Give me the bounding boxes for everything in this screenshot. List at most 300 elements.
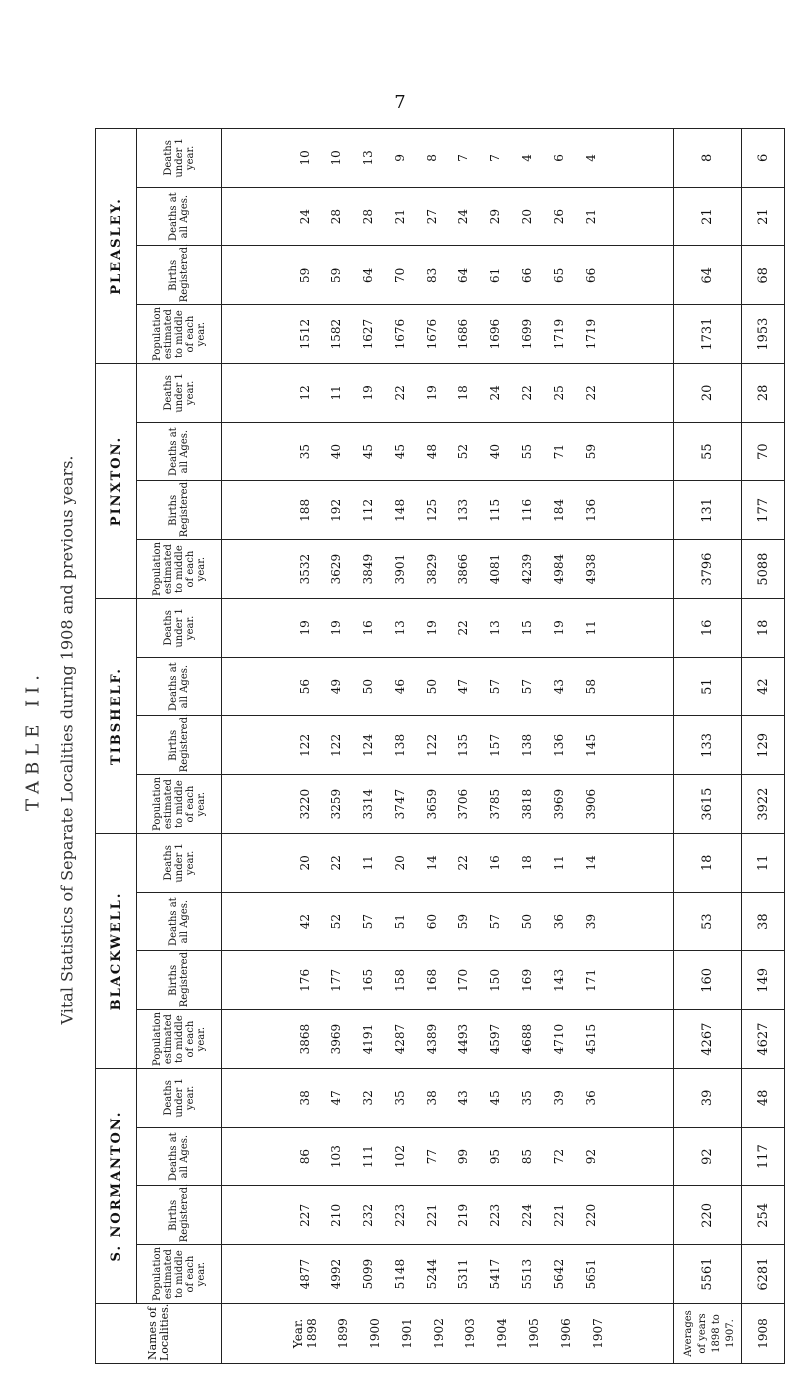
value: 66 (583, 267, 598, 284)
value: 4688 (520, 1023, 534, 1055)
column-subheader: Deaths at all Ages. (137, 422, 222, 481)
value: 7 (488, 154, 503, 162)
value: 27 (424, 208, 439, 225)
value: 4992 (329, 1258, 344, 1290)
value: 4877 (297, 1258, 312, 1290)
value: 12 (297, 385, 312, 401)
value: 29 (488, 208, 503, 225)
yearly-values (298, 425, 598, 479)
data-cell (222, 951, 674, 1010)
value: 57 (520, 678, 534, 695)
table-subtitle: Vital Statistics of Separate Localities during 1908 and previous years. (58, 455, 78, 1025)
value: 168 (424, 968, 439, 992)
data-cell (742, 540, 785, 599)
table-body (222, 129, 785, 1364)
value: 3706 (456, 788, 471, 820)
value: 19 (361, 385, 376, 401)
column-subheader: Deaths under 1 year. (137, 129, 222, 188)
value: 39 (583, 913, 598, 930)
value: 4984 (551, 553, 566, 585)
value: 20 (392, 855, 407, 871)
value: 60 (424, 913, 439, 930)
data-cell (674, 599, 742, 658)
year-1908-value: 11 (755, 854, 771, 872)
year-1908-value: 6 (755, 153, 771, 163)
value: 24 (297, 208, 312, 225)
value: 35 (297, 443, 312, 460)
value: 66 (520, 267, 534, 284)
data-cell (674, 716, 742, 775)
value: 59 (297, 267, 312, 284)
yearly-values (298, 954, 598, 1008)
value: 57 (361, 913, 376, 930)
year-value: 1899 (336, 1318, 351, 1349)
value: 45 (361, 443, 376, 460)
data-cell (742, 951, 785, 1010)
value: 57 (488, 678, 503, 695)
yearly-values (298, 1189, 598, 1243)
year-1908-value: 38 (755, 913, 771, 930)
value: 4191 (361, 1023, 376, 1055)
data-cell (674, 775, 742, 834)
value: 59 (456, 913, 471, 930)
value: 28 (361, 208, 376, 225)
year-1908-value: 6281 (755, 1257, 771, 1291)
year-1908-value: 48 (755, 1089, 771, 1107)
value: 64 (361, 267, 376, 284)
value: 3314 (361, 788, 376, 820)
yearly-values (298, 1012, 598, 1066)
value: 28 (329, 208, 344, 225)
value: 223 (488, 1203, 503, 1227)
data-cell (674, 1010, 742, 1069)
value: 22 (456, 620, 471, 636)
value: 15 (520, 620, 534, 636)
yearly-values (298, 1130, 598, 1184)
value: 171 (583, 968, 598, 992)
value: 221 (424, 1203, 439, 1227)
value: 16 (361, 620, 376, 636)
value: 24 (488, 385, 503, 401)
page-number: 7 (394, 92, 406, 113)
data-cell (674, 1245, 742, 1304)
averages-label: Averages of years 1898 to 1907. (682, 1310, 736, 1357)
value: 65 (551, 267, 566, 284)
value: 3969 (551, 788, 566, 820)
average-value: 51 (700, 678, 716, 695)
column-subheader: Deaths at all Ages. (137, 187, 222, 246)
year-1908-value: 28 (755, 384, 771, 402)
value: 19 (551, 620, 566, 636)
average-value: 3796 (700, 552, 716, 586)
value: 184 (551, 498, 566, 522)
value: 71 (551, 443, 566, 460)
data-cell (742, 364, 785, 423)
row-label (674, 1304, 742, 1364)
data-cell (674, 129, 742, 188)
value: 10 (297, 150, 312, 166)
year-value: 1904 (495, 1318, 510, 1349)
value: 6 (551, 154, 566, 162)
value: 4515 (583, 1023, 598, 1055)
vital-statistics-table (95, 128, 785, 1364)
year-value: 1906 (558, 1318, 573, 1349)
table-stage (95, 128, 785, 1364)
value: 55 (520, 443, 534, 460)
value: 188 (297, 498, 312, 522)
data-cell (742, 716, 785, 775)
value: 133 (456, 498, 471, 522)
average-value: 18 (700, 854, 716, 872)
value: 47 (456, 678, 471, 695)
value: 13 (361, 150, 376, 166)
year-value: 1905 (527, 1318, 541, 1349)
value: 9 (392, 154, 407, 162)
data-cell (674, 834, 742, 893)
value: 39 (551, 1090, 566, 1106)
value: 1719 (551, 318, 566, 350)
value: 35 (392, 1090, 407, 1106)
year-1908-value: 5088 (755, 552, 771, 586)
value: 227 (297, 1203, 312, 1227)
value: 18 (520, 855, 534, 871)
average-value: 64 (700, 267, 716, 284)
value: 5148 (392, 1258, 407, 1290)
value: 64 (456, 267, 471, 284)
value: 176 (297, 968, 312, 992)
column-subheader: Population estimated to middle of each year. (137, 305, 222, 364)
value: 14 (583, 855, 598, 871)
value: 48 (424, 443, 439, 460)
value: 111 (361, 1145, 376, 1169)
value: 3901 (392, 553, 407, 585)
value: 1676 (392, 318, 407, 350)
value: 10 (329, 150, 344, 166)
value: 221 (551, 1203, 566, 1227)
value: 5651 (583, 1258, 598, 1290)
row-label (742, 1304, 785, 1364)
value: 219 (456, 1203, 471, 1227)
value: 177 (329, 968, 344, 992)
value: 136 (583, 498, 598, 522)
value: 13 (488, 620, 503, 636)
column-subheader: Deaths under 1 year. (137, 834, 222, 893)
value: 3785 (488, 788, 503, 820)
value: 3747 (392, 788, 407, 820)
data-cell (674, 305, 742, 364)
value: 3829 (424, 553, 439, 585)
locality-header: PLEASLEY. (96, 129, 137, 364)
value: 157 (488, 733, 503, 757)
value: 5642 (551, 1258, 566, 1290)
year-value: 1902 (431, 1318, 446, 1349)
value: 138 (392, 733, 407, 757)
column-subheader: Population estimated to middle of each year. (137, 775, 222, 834)
data-cell (742, 422, 785, 481)
data-cell (674, 540, 742, 599)
yearly-values (298, 484, 598, 538)
data-cell (742, 481, 785, 540)
value: 7 (456, 154, 471, 162)
value: 143 (551, 968, 566, 992)
value: 19 (424, 385, 439, 401)
average-value: 20 (700, 384, 716, 402)
data-cell (674, 892, 742, 951)
data-cell (742, 246, 785, 305)
data-cell (222, 1186, 674, 1245)
value: 20 (297, 855, 312, 871)
average-value: 8 (700, 153, 716, 163)
data-cell (222, 187, 674, 246)
value: 115 (488, 498, 503, 522)
data-cell (674, 187, 742, 246)
yearly-values (298, 249, 598, 303)
value: 99 (456, 1148, 471, 1165)
year-value: 1901 (399, 1318, 414, 1349)
value: 40 (488, 443, 503, 460)
value: 22 (456, 855, 471, 871)
value: 19 (424, 620, 439, 636)
value: 25 (551, 385, 566, 401)
data-cell (742, 775, 785, 834)
column-subheader: Births Registered. (137, 246, 222, 305)
locality-header: TIBSHELF. (96, 599, 137, 834)
value: 1699 (520, 318, 534, 350)
value: 36 (583, 1090, 598, 1106)
value: 3906 (583, 788, 598, 820)
value: 138 (520, 733, 534, 757)
average-value: 160 (700, 967, 716, 993)
value: 35 (520, 1090, 534, 1106)
column-subheader: Deaths under 1 year. (137, 1069, 222, 1128)
data-cell (674, 364, 742, 423)
value: 3868 (297, 1023, 312, 1055)
year-1908-value: 4627 (755, 1022, 771, 1056)
year-value: 1907 (590, 1318, 605, 1349)
year-1908-value: 18 (755, 619, 771, 637)
rotated-table-wrapper (95, 128, 785, 1364)
year-1908-value: 68 (755, 267, 771, 284)
value: 1512 (297, 318, 312, 350)
value: 4938 (583, 553, 598, 585)
year-1908-value: 149 (755, 967, 771, 993)
yearly-values (298, 131, 598, 185)
data-cell (742, 305, 785, 364)
value: 170 (456, 968, 471, 992)
data-cell (222, 364, 674, 423)
value: 50 (520, 913, 534, 930)
data-cell (674, 951, 742, 1010)
value: 1686 (456, 318, 471, 350)
average-value: 21 (700, 208, 716, 225)
average-value: 5561 (700, 1257, 716, 1291)
value: 38 (297, 1090, 312, 1106)
value: 145 (583, 733, 598, 757)
yearly-values (298, 601, 598, 655)
value: 3849 (361, 553, 376, 585)
value: 22 (520, 385, 534, 401)
value: 4 (520, 154, 534, 162)
value: 43 (551, 678, 566, 695)
average-value: 131 (700, 497, 716, 523)
value: 49 (329, 678, 344, 695)
value: 13 (392, 620, 407, 636)
value: 45 (392, 443, 407, 460)
value: 4493 (456, 1023, 471, 1055)
column-subheader: Births Registered. (137, 1186, 222, 1245)
average-value: 92 (700, 1148, 716, 1165)
value: 45 (488, 1090, 503, 1106)
data-cell (222, 599, 674, 658)
value: 4239 (520, 553, 534, 585)
value: 21 (392, 208, 407, 225)
value: 1627 (361, 318, 376, 350)
data-cell (742, 834, 785, 893)
value: 150 (488, 968, 503, 992)
data-cell (222, 657, 674, 716)
value: 24 (456, 208, 471, 225)
value: 1676 (424, 318, 439, 350)
column-subheader: Deaths under 1 year. (137, 364, 222, 423)
data-cell (674, 1186, 742, 1245)
value: 169 (520, 968, 534, 992)
average-value: 220 (700, 1202, 716, 1228)
average-value: 16 (700, 619, 716, 637)
data-cell (742, 1127, 785, 1186)
data-cell (742, 657, 785, 716)
yearly-data-row (222, 129, 674, 1364)
value: 50 (424, 678, 439, 695)
value: 4389 (424, 1023, 439, 1055)
value: 4 (583, 154, 598, 162)
year-header: Year. (290, 1318, 305, 1349)
data-cell (222, 1245, 674, 1304)
data-cell (742, 892, 785, 951)
column-subheader: Deaths at all Ages. (137, 657, 222, 716)
value: 223 (392, 1203, 407, 1227)
value: 18 (456, 385, 471, 401)
value: 3659 (424, 788, 439, 820)
value: 122 (297, 733, 312, 757)
locality-header: S. NORMANTON. (96, 1069, 137, 1304)
value: 32 (361, 1090, 376, 1106)
yearly-values (298, 1247, 598, 1301)
value: 3532 (297, 553, 312, 585)
yearly-values (298, 307, 598, 361)
year-value: 1898 (304, 1318, 319, 1349)
value: 4710 (551, 1023, 566, 1055)
value: 125 (424, 498, 439, 522)
value: 21 (583, 208, 598, 225)
value: 158 (392, 968, 407, 992)
value: 3866 (456, 553, 471, 585)
column-subheader: Births Registered. (137, 716, 222, 775)
value: 95 (488, 1148, 503, 1165)
yearly-values (298, 836, 598, 890)
year-1908-value: 70 (755, 443, 771, 460)
value: 1582 (329, 318, 344, 350)
year-1908-value: 21 (755, 208, 771, 225)
value: 22 (583, 385, 598, 401)
value: 50 (361, 678, 376, 695)
value: 26 (551, 208, 566, 225)
value: 22 (392, 385, 407, 401)
value: 19 (297, 620, 312, 636)
year-1908-value: 117 (755, 1144, 771, 1170)
value: 220 (583, 1203, 598, 1227)
column-subheader: Deaths at all Ages. (137, 892, 222, 951)
value: 116 (520, 498, 534, 522)
locality-header: BLACKWELL. (96, 834, 137, 1069)
yearly-values (298, 542, 598, 596)
value: 86 (297, 1148, 312, 1165)
data-cell (674, 657, 742, 716)
value: 3969 (329, 1023, 344, 1055)
year-1908-value: 3922 (755, 787, 771, 821)
value: 4597 (488, 1023, 503, 1055)
column-subheader: Deaths under 1 year. (137, 599, 222, 658)
value: 77 (424, 1148, 439, 1165)
value: 42 (297, 913, 312, 930)
data-cell (222, 246, 674, 305)
value: 22 (329, 855, 344, 871)
value: 8 (424, 154, 439, 162)
value: 224 (520, 1203, 534, 1227)
value: 52 (456, 443, 471, 460)
data-cell (742, 599, 785, 658)
column-subheader: Population estimated to middle of each year. (137, 1010, 222, 1069)
yearly-values (298, 1071, 598, 1125)
value: 3629 (329, 553, 344, 585)
data-cell (742, 1069, 785, 1128)
value: 20 (520, 208, 534, 225)
value: 51 (392, 913, 407, 930)
years-list (305, 1306, 605, 1361)
data-cell (674, 481, 742, 540)
average-value: 39 (700, 1089, 716, 1107)
value: 57 (488, 913, 503, 930)
value: 92 (583, 1148, 598, 1165)
column-subheader: Population estimated to middle of each year. (137, 540, 222, 599)
value: 165 (361, 968, 376, 992)
value: 136 (551, 733, 566, 757)
data-cell (222, 716, 674, 775)
year-1908-value: 254 (755, 1202, 771, 1228)
subheader-row (137, 129, 222, 1364)
value: 5244 (424, 1258, 439, 1290)
data-cell (674, 1127, 742, 1186)
value: 4081 (488, 553, 503, 585)
value: 3220 (297, 788, 312, 820)
table-title: TABLE II. (23, 668, 45, 812)
value: 11 (329, 385, 344, 401)
value: 122 (424, 733, 439, 757)
data-cell (222, 129, 674, 188)
value: 85 (520, 1148, 534, 1165)
data-cell (222, 1010, 674, 1069)
yearly-values (298, 190, 598, 244)
row-label (222, 1304, 674, 1364)
value: 1696 (488, 318, 503, 350)
names-of-localities-header: Names of Localities. (96, 1304, 222, 1364)
yearly-values (298, 895, 598, 949)
value: 148 (392, 498, 407, 522)
value: 43 (456, 1090, 471, 1106)
year-1908-value: 1953 (755, 317, 771, 351)
value: 14 (424, 855, 439, 871)
data-cell (674, 246, 742, 305)
data-cell (222, 305, 674, 364)
